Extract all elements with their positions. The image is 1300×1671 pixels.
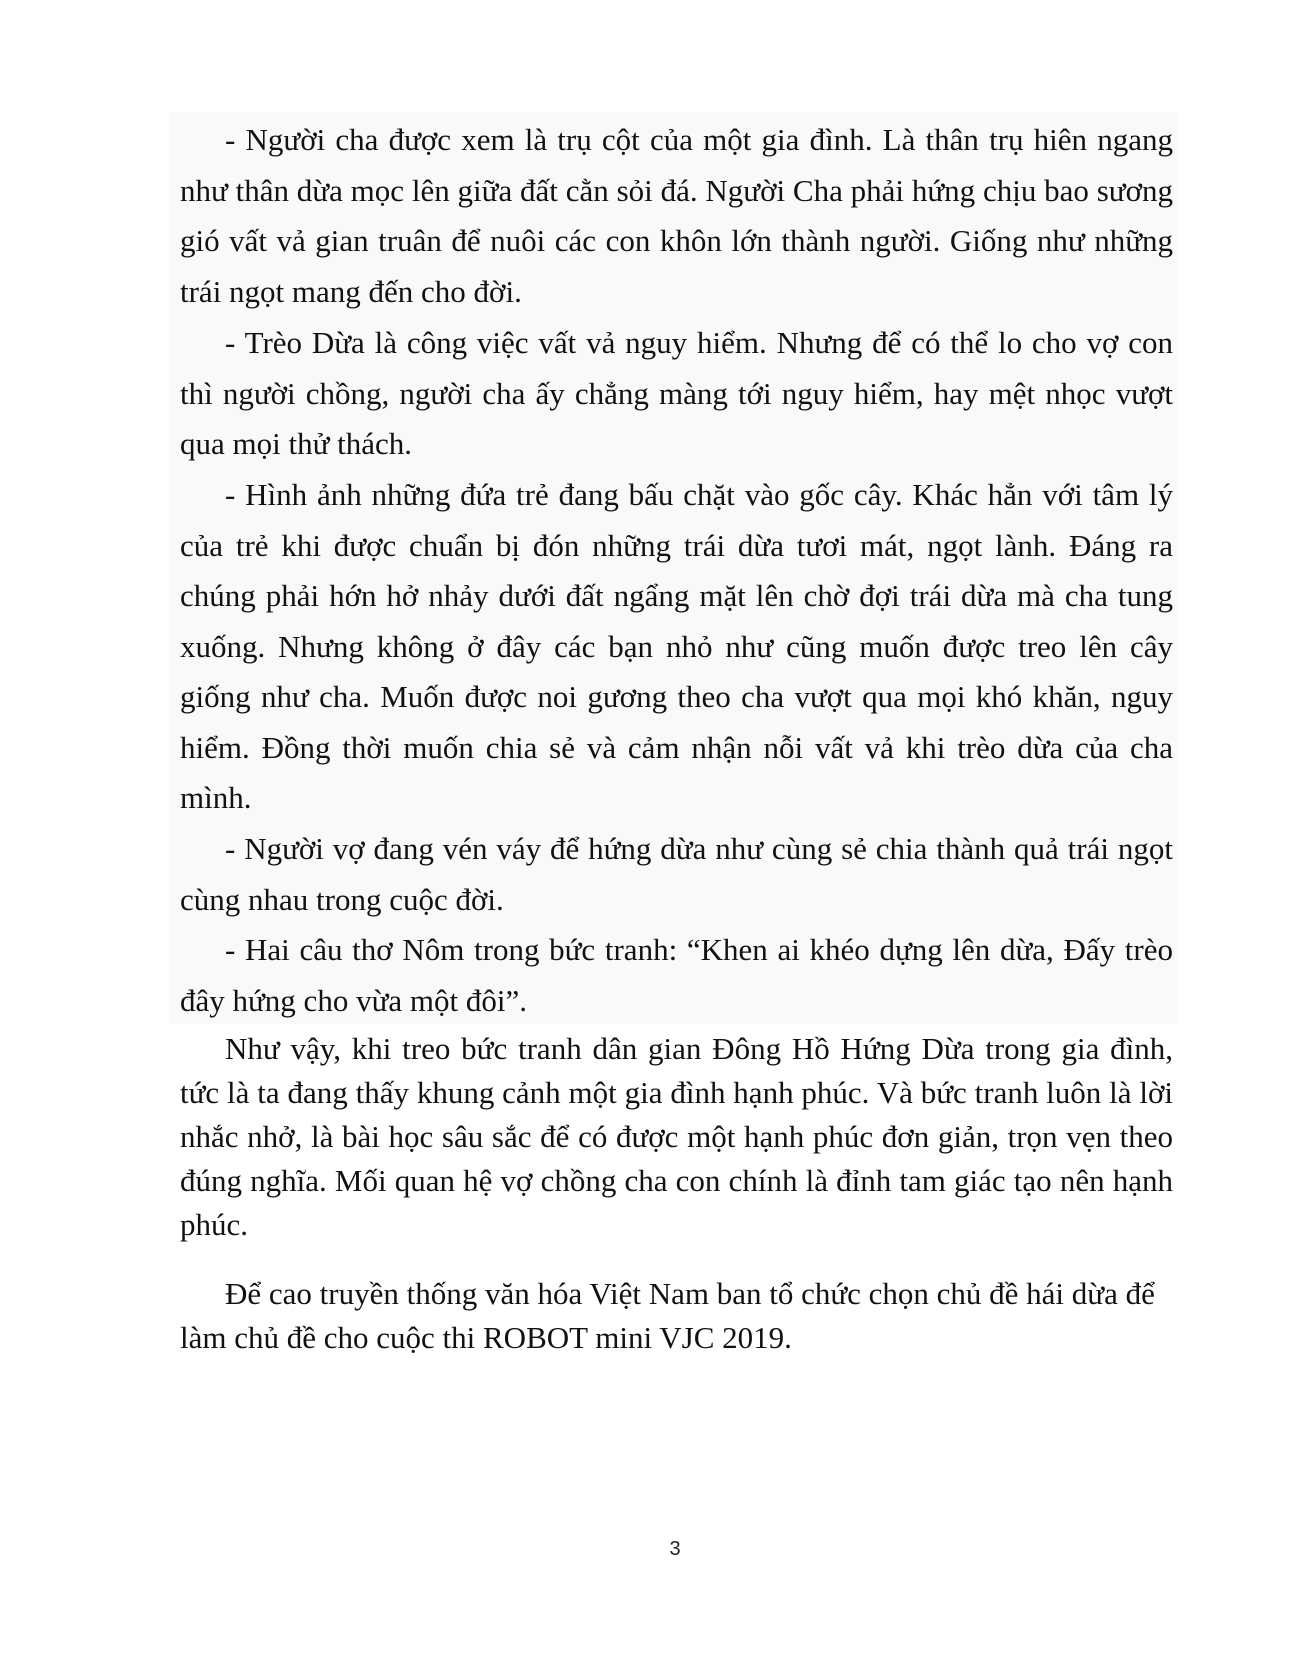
- paragraph-wife-catching: - Người vợ đang vén váy để hứng dừa như cùng sẻ chia thành quả trái ngọt cùng nhau trong cuộc đời.: [180, 831, 1173, 917]
- paragraph-father-pillar: - Người cha được xem là trụ cột của một gia đình. Là thân trụ hiên ngang như thân dừa mọc lên giữa đất cằn sỏi đá. Người Cha phải hứng chịu bao sương gió vất vả gian truân để nuôi các con khôn lớn thành người. Giống như những trái ngọt mang đến cho đời.: [180, 122, 1173, 309]
- page-number: 3: [669, 1538, 681, 1560]
- paragraph-children-image: - Hình ảnh những đứa trẻ đang bấu chặt vào gốc cây. Khác hẳn với tâm lý của trẻ khi được chuẩn bị đón những trái dừa tươi mát, ngọt lành. Đáng ra chúng phải hớn hở nhảy dưới đất ngẩng mặt lên chờ đợi trái dừa mà cha tung xuống. Nhưng không ở đây các bạn nhỏ như cũng muốn được treo lên cây giống như cha. Muốn được noi gương theo cha vượt qua mọi khó khăn, nguy hiểm. Đồng thời muốn chia sẻ và cảm nhận nỗi vất vả khi trèo dừa của cha mình.: [180, 477, 1173, 815]
- paragraph-climbing-coconut: - Trèo Dừa là công việc vất vả nguy hiểm. Nhưng để có thể lo cho vợ con thì người chồng, người cha ấy chẳng màng tới nguy hiểm, hay mệt nhọc vượt qua mọi thử thách.: [180, 325, 1173, 461]
- paragraph-contest-theme: Để cao truyền thống văn hóa Việt Nam ban tổ chức chọn chủ đề hái dừa để làm chủ đề cho cuộc thi ROBOT mini VJC 2019.: [180, 1276, 1155, 1355]
- paragraph-conclusion: Như vậy, khi treo bức tranh dân gian Đông Hồ Hứng Dừa trong gia đình, tức là ta đang thấy khung cảnh một gia đình hạnh phúc. Và bức tranh luôn là lời nhắc nhở, là bài học sâu sắc để có được một hạnh phúc đơn giản, trọn vẹn theo đúng nghĩa. Mối quan hệ vợ chồng cha con chính là đỉnh tam giác tạo nên hạnh phúc.: [180, 1031, 1173, 1242]
- paragraph-nom-poem: - Hai câu thơ Nôm trong bức tranh: “Khen ai khéo dựng lên dừa, Đấy trèo đây hứng cho vừa một đôi”.: [180, 932, 1173, 1018]
